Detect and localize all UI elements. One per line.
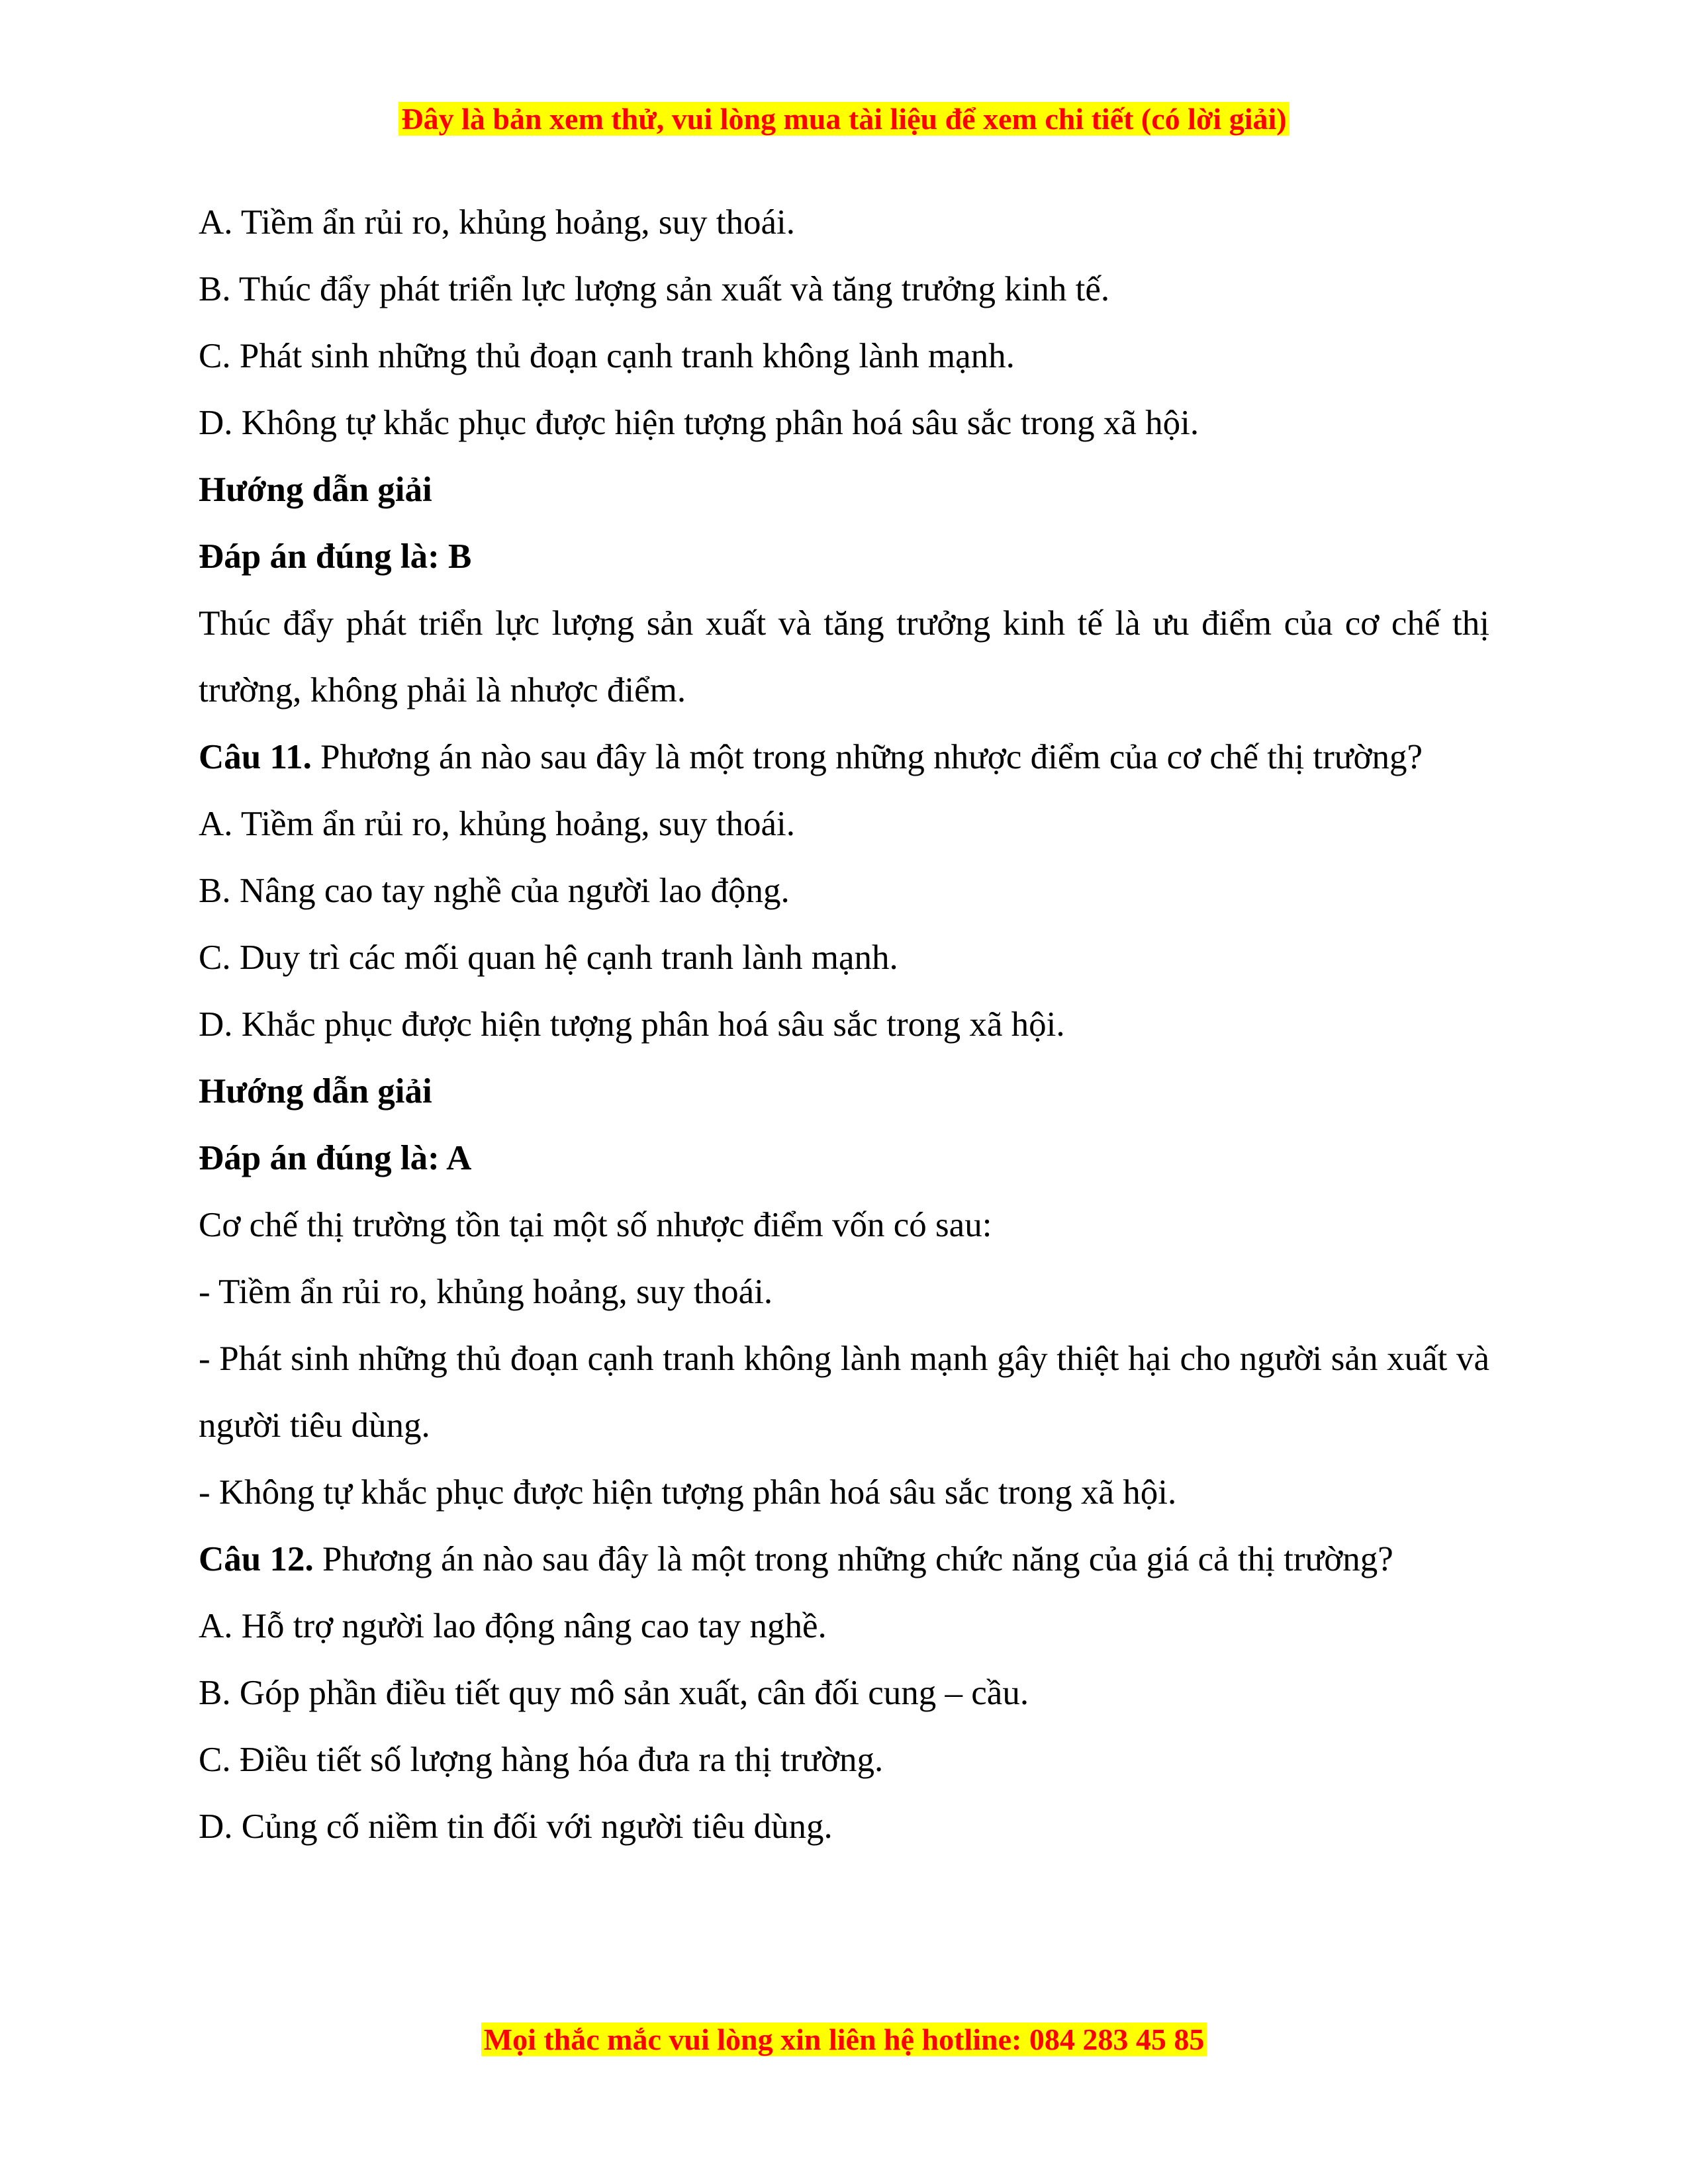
- document-body: [199, 189, 1489, 1860]
- option-d: D. Khắc phục được hiện tượng phân hoá sâu sắc trong xã hội.: [199, 1005, 1065, 1044]
- explanation: Thúc đẩy phát triển lực lượng sản xuất và tăng trưởng kinh tế là ưu điểm của cơ chế thị trường, không phải là nhược điểm.: [199, 604, 1489, 709]
- guide-heading: Hướng dẫn giải: [199, 471, 432, 509]
- preview-banner: [0, 99, 1688, 139]
- option-b: B. Góp phần điều tiết quy mô sản xuất, cân đối cung – cầu.: [199, 1674, 1029, 1712]
- guide-heading: Hướng dẫn giải: [199, 1072, 432, 1111]
- option-d: D. Không tự khắc phục được hiện tượng phân hoá sâu sắc trong xã hội.: [199, 404, 1199, 442]
- question-label: Câu 11.: [199, 738, 312, 776]
- preview-banner-text: Đây là bản xem thử, vui lòng mua tài liệu để xem chi tiết (có lời giải): [399, 102, 1289, 136]
- option-c: C. Điều tiết số lượng hàng hóa đưa ra thị trường.: [199, 1741, 884, 1779]
- option-a: A. Hỗ trợ người lao động nâng cao tay nghề.: [199, 1607, 827, 1645]
- question-text: Phương án nào sau đây là một trong những nhược điểm của cơ chế thị trường?: [320, 738, 1423, 776]
- option-b: B. Nâng cao tay nghề của người lao động.: [199, 872, 790, 910]
- option-b: B. Thúc đẩy phát triển lực lượng sản xuất và tăng trưởng kinh tế.: [199, 270, 1110, 308]
- explanation-point: - Không tự khắc phục được hiện tượng phân hoá sâu sắc trong xã hội.: [199, 1473, 1177, 1512]
- question-11: [199, 724, 1489, 791]
- explanation-intro: Cơ chế thị trường tồn tại một số nhược điểm vốn có sau:: [199, 1206, 992, 1244]
- hotline-banner: [0, 2020, 1688, 2060]
- explanation-point: - Phát sinh những thủ đoạn cạnh tranh không lành mạnh gây thiệt hại cho người sản xuất và người tiêu dùng.: [199, 1340, 1489, 1445]
- question-label: Câu 12.: [199, 1540, 314, 1578]
- answer-line: Đáp án đúng là: B: [199, 537, 472, 576]
- option-c: C. Duy trì các mối quan hệ cạnh tranh lành mạnh.: [199, 938, 898, 977]
- explanation-point: - Tiềm ẩn rủi ro, khủng hoảng, suy thoái.: [199, 1273, 773, 1311]
- option-d: D. Củng cố niềm tin đối với người tiêu dùng.: [199, 1807, 833, 1846]
- option-c: C. Phát sinh những thủ đoạn cạnh tranh không lành mạnh.: [199, 337, 1015, 375]
- option-a: A. Tiềm ẩn rủi ro, khủng hoảng, suy thoái.: [199, 203, 795, 242]
- question-text: Phương án nào sau đây là một trong những chức năng của giá cả thị trường?: [322, 1540, 1393, 1578]
- question-12: [199, 1526, 1489, 1593]
- hotline-banner-text: Mọi thắc mắc vui lòng xin liên hệ hotline: 084 283 45 85: [481, 2023, 1207, 2056]
- answer-line: Đáp án đúng là: A: [199, 1139, 472, 1177]
- option-a: A. Tiềm ẩn rủi ro, khủng hoảng, suy thoái.: [199, 805, 795, 843]
